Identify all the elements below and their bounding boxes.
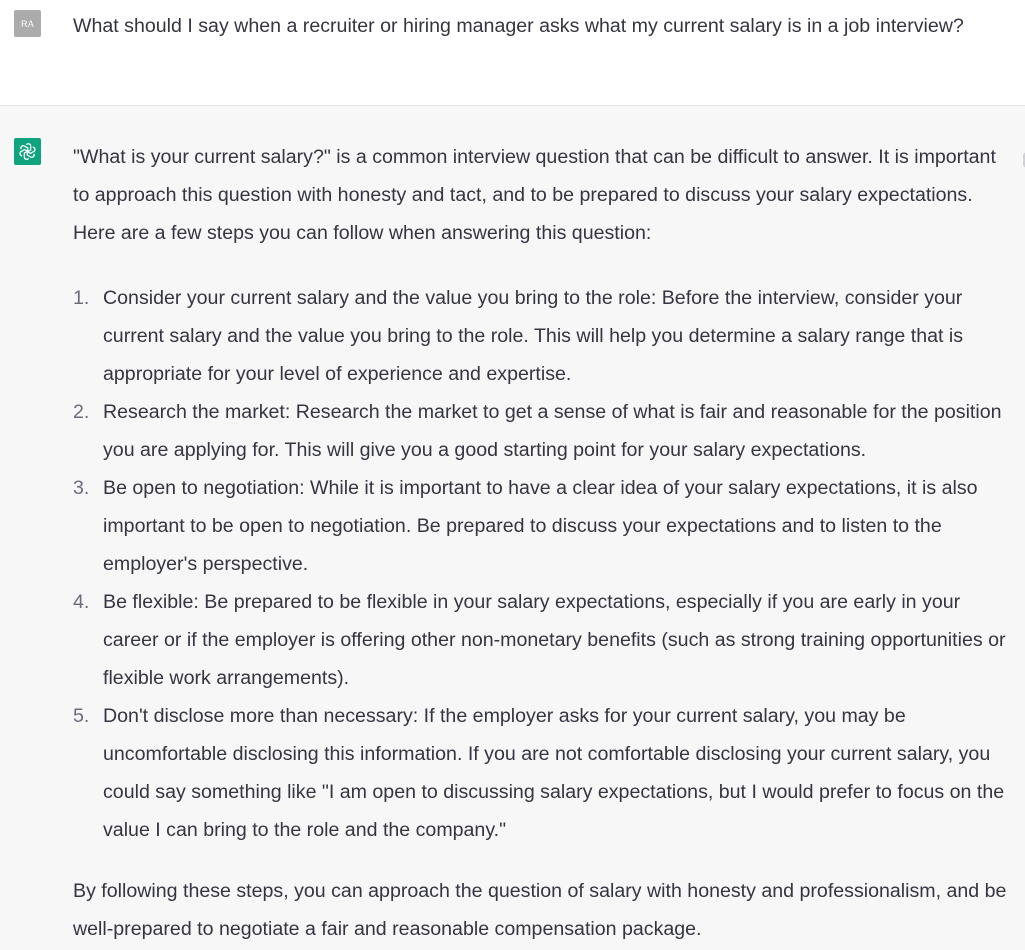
assistant-outro-paragraph: By following these steps, you can approach the question of salary with honesty and professionalism, and be well-prepared to negotiate a fair and reasonable compensation package. — [73, 880, 1007, 940]
list-item — [73, 469, 1013, 583]
list-item-number: 1. — [73, 287, 90, 309]
list-item-text: Be flexible: Be prepared to be flexible in your salary expectations, especially if you are early in your career or if the employer is offering other non-monetary benefits (such as strong training opportunities or flexible work arrangements). — [103, 591, 1006, 689]
user-message-text: What should I say when a recruiter or hiring manager asks what my current salary is in a job interview? — [73, 15, 964, 37]
list-item-number: 4. — [73, 591, 90, 613]
list-item-text: Research the market: Research the market to get a sense of what is fair and reasonable for the position you are applying for. This will give you a good starting point for your salary expectations. — [103, 401, 1002, 461]
list-item-number: 5. — [73, 705, 90, 727]
list-item-number: 3. — [73, 477, 90, 499]
openai-logo-icon — [18, 142, 37, 161]
list-item — [73, 279, 1013, 393]
assistant-message-row — [0, 106, 1025, 950]
user-message-row — [0, 0, 1025, 106]
steps-list — [73, 279, 1013, 849]
list-item — [73, 697, 1013, 849]
list-item-text: Don't disclose more than necessary: If the employer asks for your current salary, you may be uncomfortable disclosing this information. If you are not comfortable disclosing your current salary, you could say something like "I am open to discussing salary expectations, but I would prefer to focus on the value I can bring to the role and the company." — [103, 705, 1005, 841]
user-avatar: RA — [14, 10, 41, 37]
assistant-message-content — [73, 138, 1013, 948]
list-item — [73, 583, 1013, 697]
list-item-text: Consider your current salary and the value you bring to the role: Before the interview, consider your current salary and the value you bring to the role. This will help you determine a salary range that is appropriate for your level of experience and expertise. — [103, 287, 964, 385]
list-item-number: 2. — [73, 401, 90, 423]
list-item-text: Be open to negotiation: While it is important to have a clear idea of your salary expectations, it is also important to be open to negotiation. Be prepared to discuss your expectations and to listen to the employer's perspective. — [103, 477, 978, 575]
list-item — [73, 393, 1013, 469]
assistant-intro-paragraph: "What is your current salary?" is a common interview question that can be difficult to answer. It is important to approach this question with honesty and tact, and to be prepared to discuss your salary expectations. Here are a few steps you can follow when answering this question: — [73, 146, 996, 244]
assistant-avatar — [14, 138, 41, 165]
